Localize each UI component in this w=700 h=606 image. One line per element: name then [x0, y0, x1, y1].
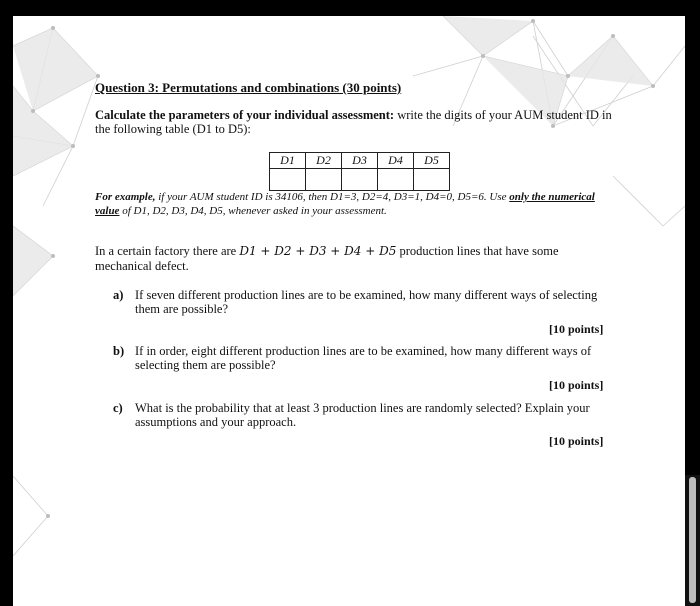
scenario-suffix: production lines that have some mechanical defect.	[95, 244, 559, 273]
id-value-cell[interactable]	[378, 169, 414, 191]
example-note	[95, 190, 595, 218]
id-value-row	[270, 169, 450, 191]
question-item-a	[113, 288, 613, 318]
scrollbar-thumb[interactable]	[689, 477, 696, 603]
id-value-cell[interactable]	[414, 169, 450, 191]
id-header-cell: D3	[342, 153, 378, 169]
item-label: a)	[113, 288, 124, 302]
item-points: [10 points]	[549, 322, 604, 336]
item-text: If in order, eight different production lines are to be examined, how many different ways of selecting them are possible?	[135, 344, 592, 372]
scenario-expression: D1 + D2 + D3 + D4 + D5	[239, 244, 397, 258]
item-text: If seven different production lines are to be examined, how many different ways of selecting them are possible?	[135, 288, 598, 316]
id-header-row	[270, 153, 450, 169]
student-id-table	[269, 152, 450, 191]
intro-rest: write the digits of your AUM student ID in the following table (D1 to D5):	[95, 108, 612, 136]
scenario-paragraph	[95, 244, 615, 274]
intro-bold: Calculate the parameters of your individual assessment:	[95, 108, 395, 122]
scenario-prefix: In a certain factory there are	[95, 244, 240, 258]
id-value-cell[interactable]	[342, 169, 378, 191]
intro-paragraph	[95, 108, 615, 136]
id-value-cell[interactable]	[306, 169, 342, 191]
example-underlined: only the numerical value	[95, 191, 595, 217]
item-label: b)	[113, 344, 125, 358]
question-item-c	[113, 401, 613, 431]
document-page	[13, 16, 685, 606]
item-points: [10 points]	[549, 434, 604, 448]
id-header-cell: D2	[306, 153, 342, 169]
id-value-cell[interactable]	[270, 169, 306, 191]
question-item-b	[113, 344, 613, 374]
question-title: Question 3: Permutations and combinations (30 points)	[95, 80, 402, 95]
example-lead: For example,	[95, 191, 156, 203]
example-text: if your AUM student ID is 34106, then D1=3, D2=4, D3=1, D4=0, D5=6. Use	[155, 191, 510, 203]
item-label: c)	[113, 401, 123, 415]
example-tail: of D1, D2, D3, D4, D5, whenever asked in your assessment.	[119, 205, 387, 217]
item-points: [10 points]	[549, 378, 604, 392]
id-header-cell: D4	[378, 153, 414, 169]
id-header-cell: D5	[414, 153, 450, 169]
item-text: What is the probability that at least 3 production lines are randomly selected? Explain your assumptions and your approach.	[135, 401, 590, 429]
document-content	[13, 16, 685, 606]
id-header-cell: D1	[270, 153, 306, 169]
vertical-scrollbar[interactable]	[685, 475, 700, 606]
